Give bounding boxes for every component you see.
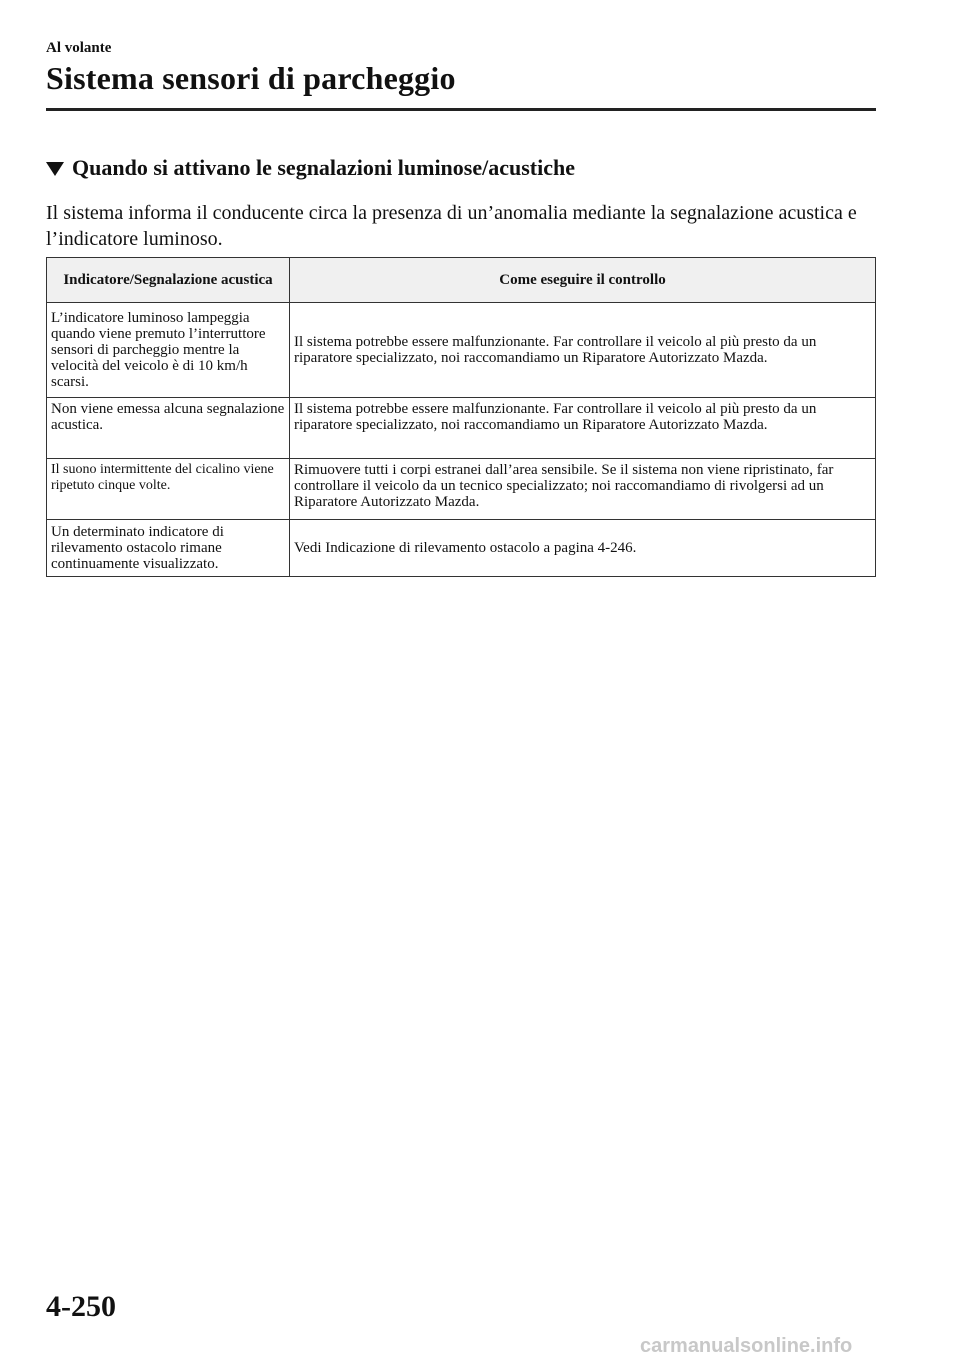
- table-row: [47, 459, 876, 520]
- page-number: 4-250: [46, 1290, 116, 1323]
- table-cell-action: Vedi Indicazione di rilevamento ostacolo a pagina 4-246.: [290, 520, 876, 577]
- section-heading: [46, 155, 575, 181]
- table-cell-indicator: Il suono intermittente del cicalino viene ripetuto cinque volte.: [47, 459, 290, 520]
- table-row: [47, 398, 876, 459]
- table-cell-action: Rimuovere tutti i corpi estranei dall’area sensibile. Se il sistema non viene ripristinato, far controllare il veicolo da un tecnico specializzato; noi raccomandiamo di rivolgersi ad un Riparatore Autorizzato Mazda.: [290, 459, 876, 520]
- intro-paragraph: Il sistema informa il conducente circa la presenza di un’anomalia mediante la segnalazione acustica e l’indicatore luminoso.: [46, 202, 857, 250]
- table-cell-indicator: Un determinato indicatore di rilevamento ostacolo rimane continuamente visualizzato.: [47, 520, 290, 577]
- table-row: [47, 520, 876, 577]
- table-cell-action: Il sistema potrebbe essere malfunzionante. Far controllare il veicolo al più presto da un riparatore specializzato, noi raccomandiamo un Riparatore Autorizzato Mazda.: [290, 303, 876, 398]
- page-title: Sistema sensori di parcheggio: [46, 60, 456, 96]
- triangle-down-icon: [46, 162, 64, 176]
- warning-table: [46, 257, 876, 577]
- table-header-indicator: Indicatore/Segnalazione acustica: [47, 258, 290, 303]
- table-header-action: Come eseguire il controllo: [290, 258, 876, 303]
- table-row: [47, 303, 876, 398]
- table-cell-indicator: Non viene emessa alcuna segnalazione acustica.: [47, 398, 290, 459]
- table-cell-action: Il sistema potrebbe essere malfunzionante. Far controllare il veicolo al più presto da un riparatore specializzato, noi raccomandiamo un Riparatore Autorizzato Mazda.: [290, 398, 876, 459]
- table-cell-indicator: L’indicatore luminoso lampeggia quando viene premuto l’interruttore sensori di parcheggio mentre la velocità del veicolo è di 10 km/h scarsi.: [47, 303, 290, 398]
- title-divider: [46, 108, 876, 111]
- chapter-label: Al volante: [46, 40, 112, 56]
- table-header-row: [47, 258, 876, 303]
- section-heading-text: Quando si attivano le segnalazioni luminose/acustiche: [72, 155, 575, 180]
- watermark: carmanualsonline.info: [640, 1335, 853, 1357]
